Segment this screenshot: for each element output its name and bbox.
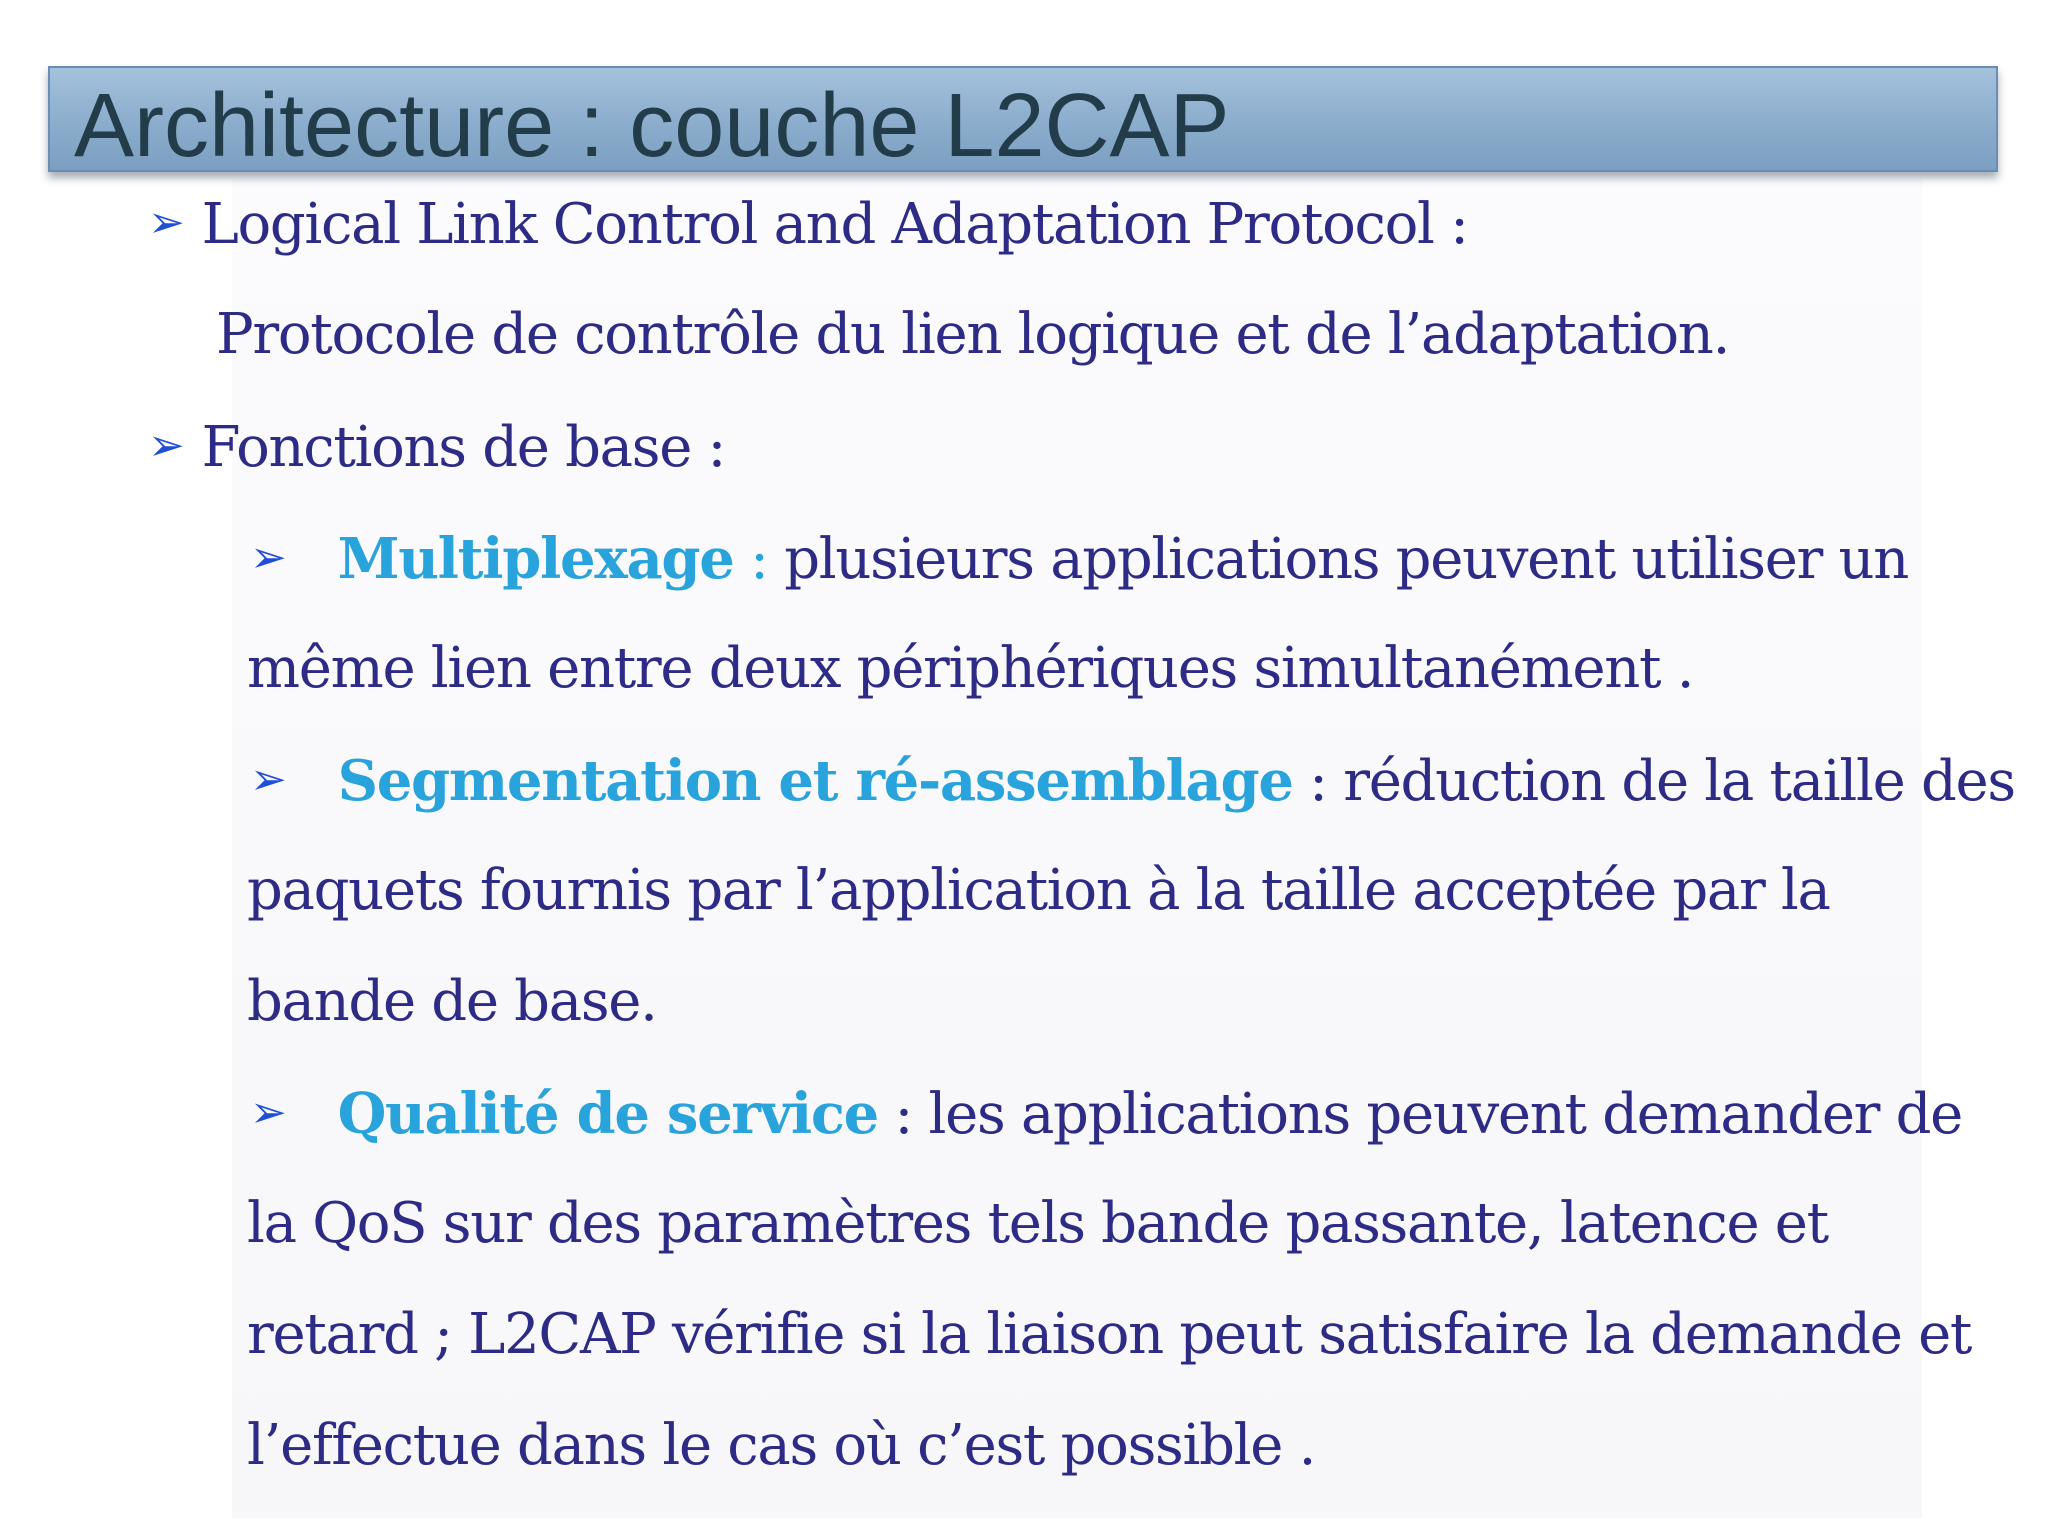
segmentation-term: Segmentation et ré-assemblage <box>337 748 1293 814</box>
arrow-bullet-icon: ➢ <box>250 754 286 805</box>
arrow-bullet-icon: ➢ <box>250 532 286 583</box>
qos-line2: la QoS sur des paramètres tels bande passante, latence et <box>247 1191 1828 1256</box>
qos-text: : les applications peuvent demander de <box>877 1082 1963 1147</box>
multiplexage-line2: même lien entre deux périphériques simultanément . <box>247 636 1694 701</box>
multiplexage-line1 <box>250 523 1908 595</box>
segmentation-line3: bande de base. <box>247 969 657 1034</box>
item1-line1 <box>148 188 1468 260</box>
item1-text: Logical Link Control and Adaptation Protocol : <box>201 192 1468 257</box>
item1-line2: Protocole de contrôle du lien logique et de l’adaptation. <box>216 302 1730 367</box>
qos-line4: l’effectue dans le cas où c’est possible . <box>247 1413 1316 1478</box>
segmentation-text: : réduction de la taille des <box>1292 749 2015 814</box>
arrow-bullet-icon: ➢ <box>148 197 184 248</box>
arrow-bullet-icon: ➢ <box>148 420 184 471</box>
qos-term: Qualité de service <box>337 1081 878 1147</box>
multiplexage-separator: : <box>733 527 785 592</box>
multiplexage-text: plusieurs applications peuvent utiliser un <box>784 527 1909 592</box>
arrow-bullet-icon: ➢ <box>250 1087 286 1138</box>
qos-line3: retard ; L2CAP vérifie si la liaison peut satisfaire la demande et <box>247 1302 1972 1367</box>
qos-line1 <box>250 1078 1962 1150</box>
segmentation-line2: paquets fournis par l’application à la taille acceptée par la <box>247 858 1830 923</box>
segmentation-line1 <box>250 745 2015 817</box>
item2-text: Fonctions de base : <box>201 415 726 480</box>
slide-title: Architecture : couche L2CAP <box>74 76 1230 176</box>
multiplexage-term: Multiplexage <box>337 526 734 592</box>
item2-line1 <box>148 411 725 483</box>
